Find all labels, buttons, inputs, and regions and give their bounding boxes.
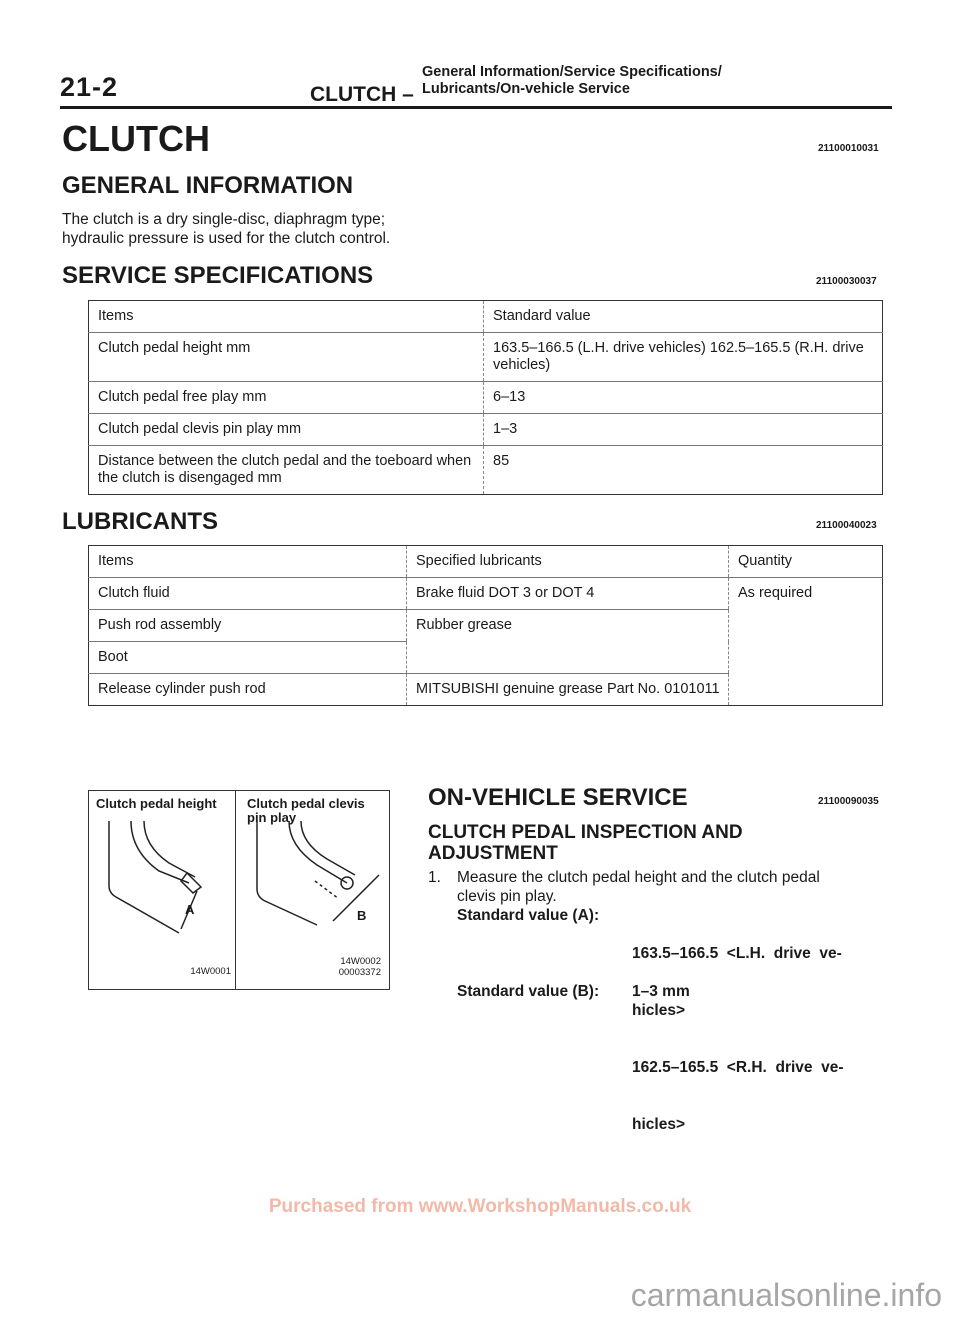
table-cell: 1–3 (484, 414, 883, 446)
header-subtitle-line2: Lubricants/On-vehicle Service (422, 81, 630, 97)
pedal-outline-right (257, 821, 317, 925)
table-cell: 163.5–166.5 (L.H. drive vehicles) 162.5–165.5 (R.H. drive vehicles) (484, 333, 883, 382)
table-cell: Clutch pedal clevis pin play mm (89, 414, 484, 446)
table-header-row (89, 546, 883, 578)
table-cell: Push rod assembly (89, 610, 407, 642)
column-header-quantity: Quantity (729, 546, 883, 578)
service-specifications-heading: SERVICE SPECIFICATIONS (62, 262, 374, 289)
step-number: 1. (428, 869, 441, 886)
standard-value-b: 1–3 mm (632, 983, 690, 1000)
header-section: CLUTCH – (310, 83, 414, 106)
standard-value-a-line2b: hicles> (632, 1116, 685, 1133)
header-subtitle (422, 64, 722, 98)
table-cell: Clutch fluid (89, 578, 407, 610)
general-information-line1: The clutch is a dry single-disc, diaphragm type; (62, 211, 386, 228)
lubricants-heading: LUBRICANTS (62, 508, 218, 535)
table-cell: Rubber grease (407, 610, 729, 674)
table-row (89, 578, 883, 610)
figure-left-code: 14W0001 (190, 966, 231, 977)
general-information-line2: hydraulic pressure is used for the clutch control. (62, 230, 391, 247)
column-header-standard-value: Standard value (484, 301, 883, 333)
figure-right-label-line2: pin play (247, 810, 297, 825)
standard-value-a-line1b: hicles> (632, 1002, 685, 1019)
pedal-arm-left (131, 821, 189, 883)
table-row (89, 333, 883, 382)
service-specifications-code: 21100030037 (816, 276, 877, 287)
pedal-pad-left (181, 873, 201, 893)
page-title: CLUTCH (62, 118, 210, 159)
table-cell: Brake fluid DOT 3 or DOT 4 (407, 578, 729, 610)
pedal-figure (88, 790, 390, 990)
table-cell-quantity: As required (729, 578, 883, 706)
table-row (89, 446, 883, 495)
step-line2: clevis pin play. (457, 888, 557, 905)
on-vehicle-service-code: 21100090035 (818, 796, 879, 807)
figure-right-code (289, 956, 381, 978)
general-information-heading: GENERAL INFORMATION (62, 172, 354, 199)
figure-left-label: Clutch pedal height (96, 796, 217, 811)
header-rule (60, 106, 892, 109)
table-cell: Release cylinder push rod (98, 681, 266, 697)
dimension-line-b (333, 875, 379, 921)
step-line1: Measure the clutch pedal height and the clutch pedal (457, 869, 820, 886)
table-cell: MITSUBISHI genuine grease Part No. 0101011 (407, 674, 729, 706)
watermark: Purchased from www.WorkshopManuals.co.uk (268, 1196, 692, 1217)
lubricants-table (88, 545, 883, 706)
pedal-inspection-subheading-line1: CLUTCH PEDAL INSPECTION AND (428, 822, 743, 843)
title-code: 21100010031 (818, 143, 879, 154)
page-number: 21-2 (60, 72, 119, 102)
footer-site: carmanualsonline.info (630, 1277, 942, 1313)
pedal-outline-left (109, 821, 179, 933)
service-specifications-table (88, 300, 883, 495)
pedal-arm-left-2 (144, 821, 195, 877)
pedal-inspection-subheading (428, 822, 743, 864)
standard-value-a-line1: 163.5–166.5 <L.H. drive ve- (632, 945, 842, 962)
column-header-specified-lubricants: Specified lubricants (407, 546, 729, 578)
pedal-inspection-subheading-line2: ADJUSTMENT (428, 843, 558, 864)
column-header-items: Items (89, 546, 407, 578)
figure-right-code-line2: 00003372 (338, 967, 381, 978)
figure-letter-b: B (357, 908, 367, 923)
figure-right-code-line1: 14W0002 (340, 956, 381, 967)
table-row (89, 414, 883, 446)
table-cell: 6–13 (484, 382, 883, 414)
lubricants-code: 21100040023 (816, 520, 877, 531)
figure-right-label-line1: Clutch pedal clevis (247, 796, 365, 811)
table-cell: Clutch pedal height mm (89, 333, 484, 382)
standard-value-b-label: Standard value (B): (457, 983, 600, 1000)
general-information-text (62, 210, 390, 248)
table-row (89, 382, 883, 414)
step-text (457, 868, 887, 906)
figure-letter-a: A (185, 902, 195, 917)
column-header-items: Items (89, 301, 484, 333)
standard-value-a (632, 906, 844, 1153)
standard-value-a-line2: 162.5–165.5 <R.H. drive ve- (632, 1059, 844, 1076)
on-vehicle-service-heading: ON-VEHICLE SERVICE (428, 784, 688, 811)
dimension-guide-b (315, 881, 339, 899)
table-cell: Boot (89, 642, 407, 674)
table-header-row (89, 301, 883, 333)
table-cell: Clutch pedal free play mm (89, 382, 484, 414)
header-subtitle-line1: General Information/Service Specifications/ (422, 64, 722, 80)
standard-value-a-label: Standard value (A): (457, 907, 600, 924)
table-cell: 85 (484, 446, 883, 495)
table-cell: Distance between the clutch pedal and the toeboard when the clutch is disengaged mm (98, 453, 472, 486)
pedal-arm-right-2 (301, 821, 355, 875)
